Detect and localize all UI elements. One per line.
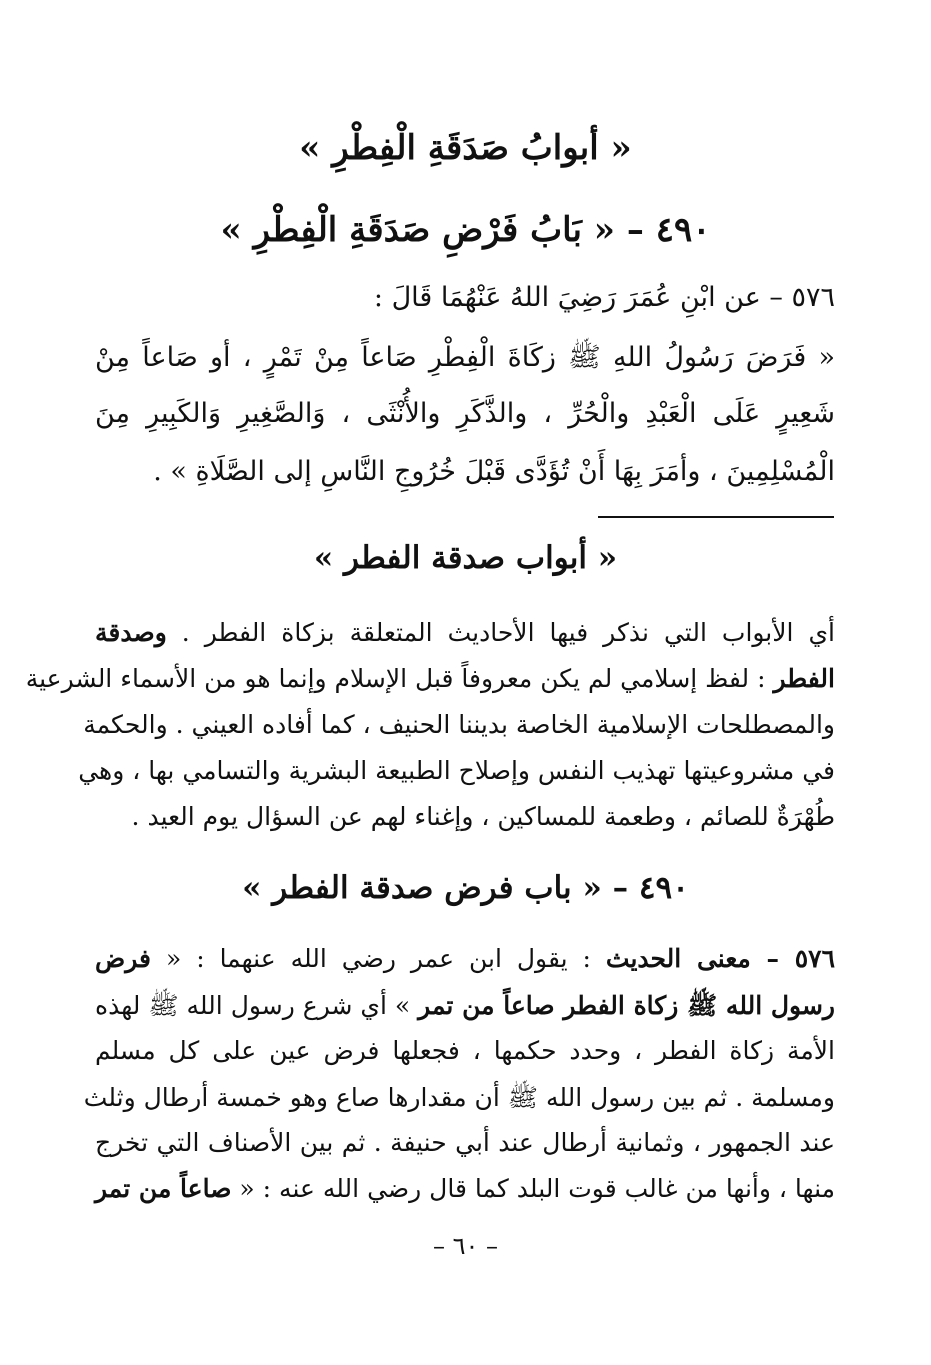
commentary-title: « أبواب صدقة الفطر » — [313, 540, 618, 576]
hadith-line: الْمُسْلِمِينَ ، وأمَرَ بِهَا أَنْ تُؤَدَّى قَبْلَ خُرُوجِ النَّاسِ إلى الصَّلَاةِ » . — [153, 456, 835, 487]
section-title: ٤٩٠ – « بَابُ فَرْضِ صَدَقَةِ الْفِطْرِ » — [220, 210, 711, 250]
chapter-title: « أبوابُ صَدَقَةِ الْفِطْرِ » — [299, 128, 632, 168]
commentary-section-title: ٤٩٠ – « باب فرض صدقة الفطر » — [242, 870, 689, 906]
meaning-line: رسول الله ﷺ زكاة الفطر صاعاً من تمر » أي شرع رسول الله ﷺ لهذه — [95, 991, 835, 1020]
meaning-line: ٥٧٦ – معنى الحديث : يقول ابن عمر رضي الله عنهما : « فرض — [95, 944, 836, 973]
meaning-line: الأمة زكاة الفطر ، وحدد حكمها ، فجعلها فرض عين على كل مسلم — [95, 1036, 835, 1065]
page-number: – ٦٠ – — [432, 1232, 499, 1260]
hadith-line: « فَرَضَ رَسُولُ اللهِ ﷺ زكَاةَ الْفِطْرِ صَاعاً مِنْ تَمْرٍ ، أو صَاعاً مِنْ — [95, 342, 835, 373]
commentary-line: الفطر : لفظ إسلامي لم يكن معروفاً قبل الإسلام وإنما هو من الأسماء الشرعية — [25, 664, 835, 693]
meaning-line: ومسلمة . ثم بين رسول الله ﷺ أن مقدارها صاع وهو خمسة أرطال وثلث — [83, 1083, 835, 1112]
commentary-line: طُهْرَةٌ للصائم ، وطعمة للمساكين ، وإغناء لهم عن السؤال يوم العيد . — [131, 802, 835, 831]
hadith-line: ٥٧٦ – عن ابْنِ عُمَرَ رَضِيَ اللهُ عَنْهُمَا قَالَ : — [373, 282, 835, 313]
commentary-line: والمصطلحات الإسلامية الخاصة بديننا الحنيف ، كما أفاده العيني . والحكمة — [83, 710, 835, 739]
commentary-line: أي الأبواب التي نذكر فيها الأحاديث المتعلقة بزكاة الفطر . وصدقة — [95, 618, 835, 647]
meaning-line: منها ، وأنها من غالب قوت البلد كما قال رضي الله عنه : « صاعاً من تمر — [95, 1174, 835, 1203]
meaning-line: عند الجمهور ، وثمانية أرطال عند أبي حنيفة . ثم بين الأصناف التي تخرج — [95, 1128, 835, 1157]
hadith-line: شَعِيرٍ عَلَى الْعَبْدِ والْحُرِّ ، والذَّكَرِ والأُنْثَى ، وَالصَّغِيرِ وَالكَبِيرِ مِنَ — [95, 398, 835, 429]
commentary-line: في مشروعيتها تهذيب النفس وإصلاح الطبيعة البشرية والتسامي بها ، وهي — [78, 756, 835, 785]
separator-rule — [598, 516, 834, 518]
